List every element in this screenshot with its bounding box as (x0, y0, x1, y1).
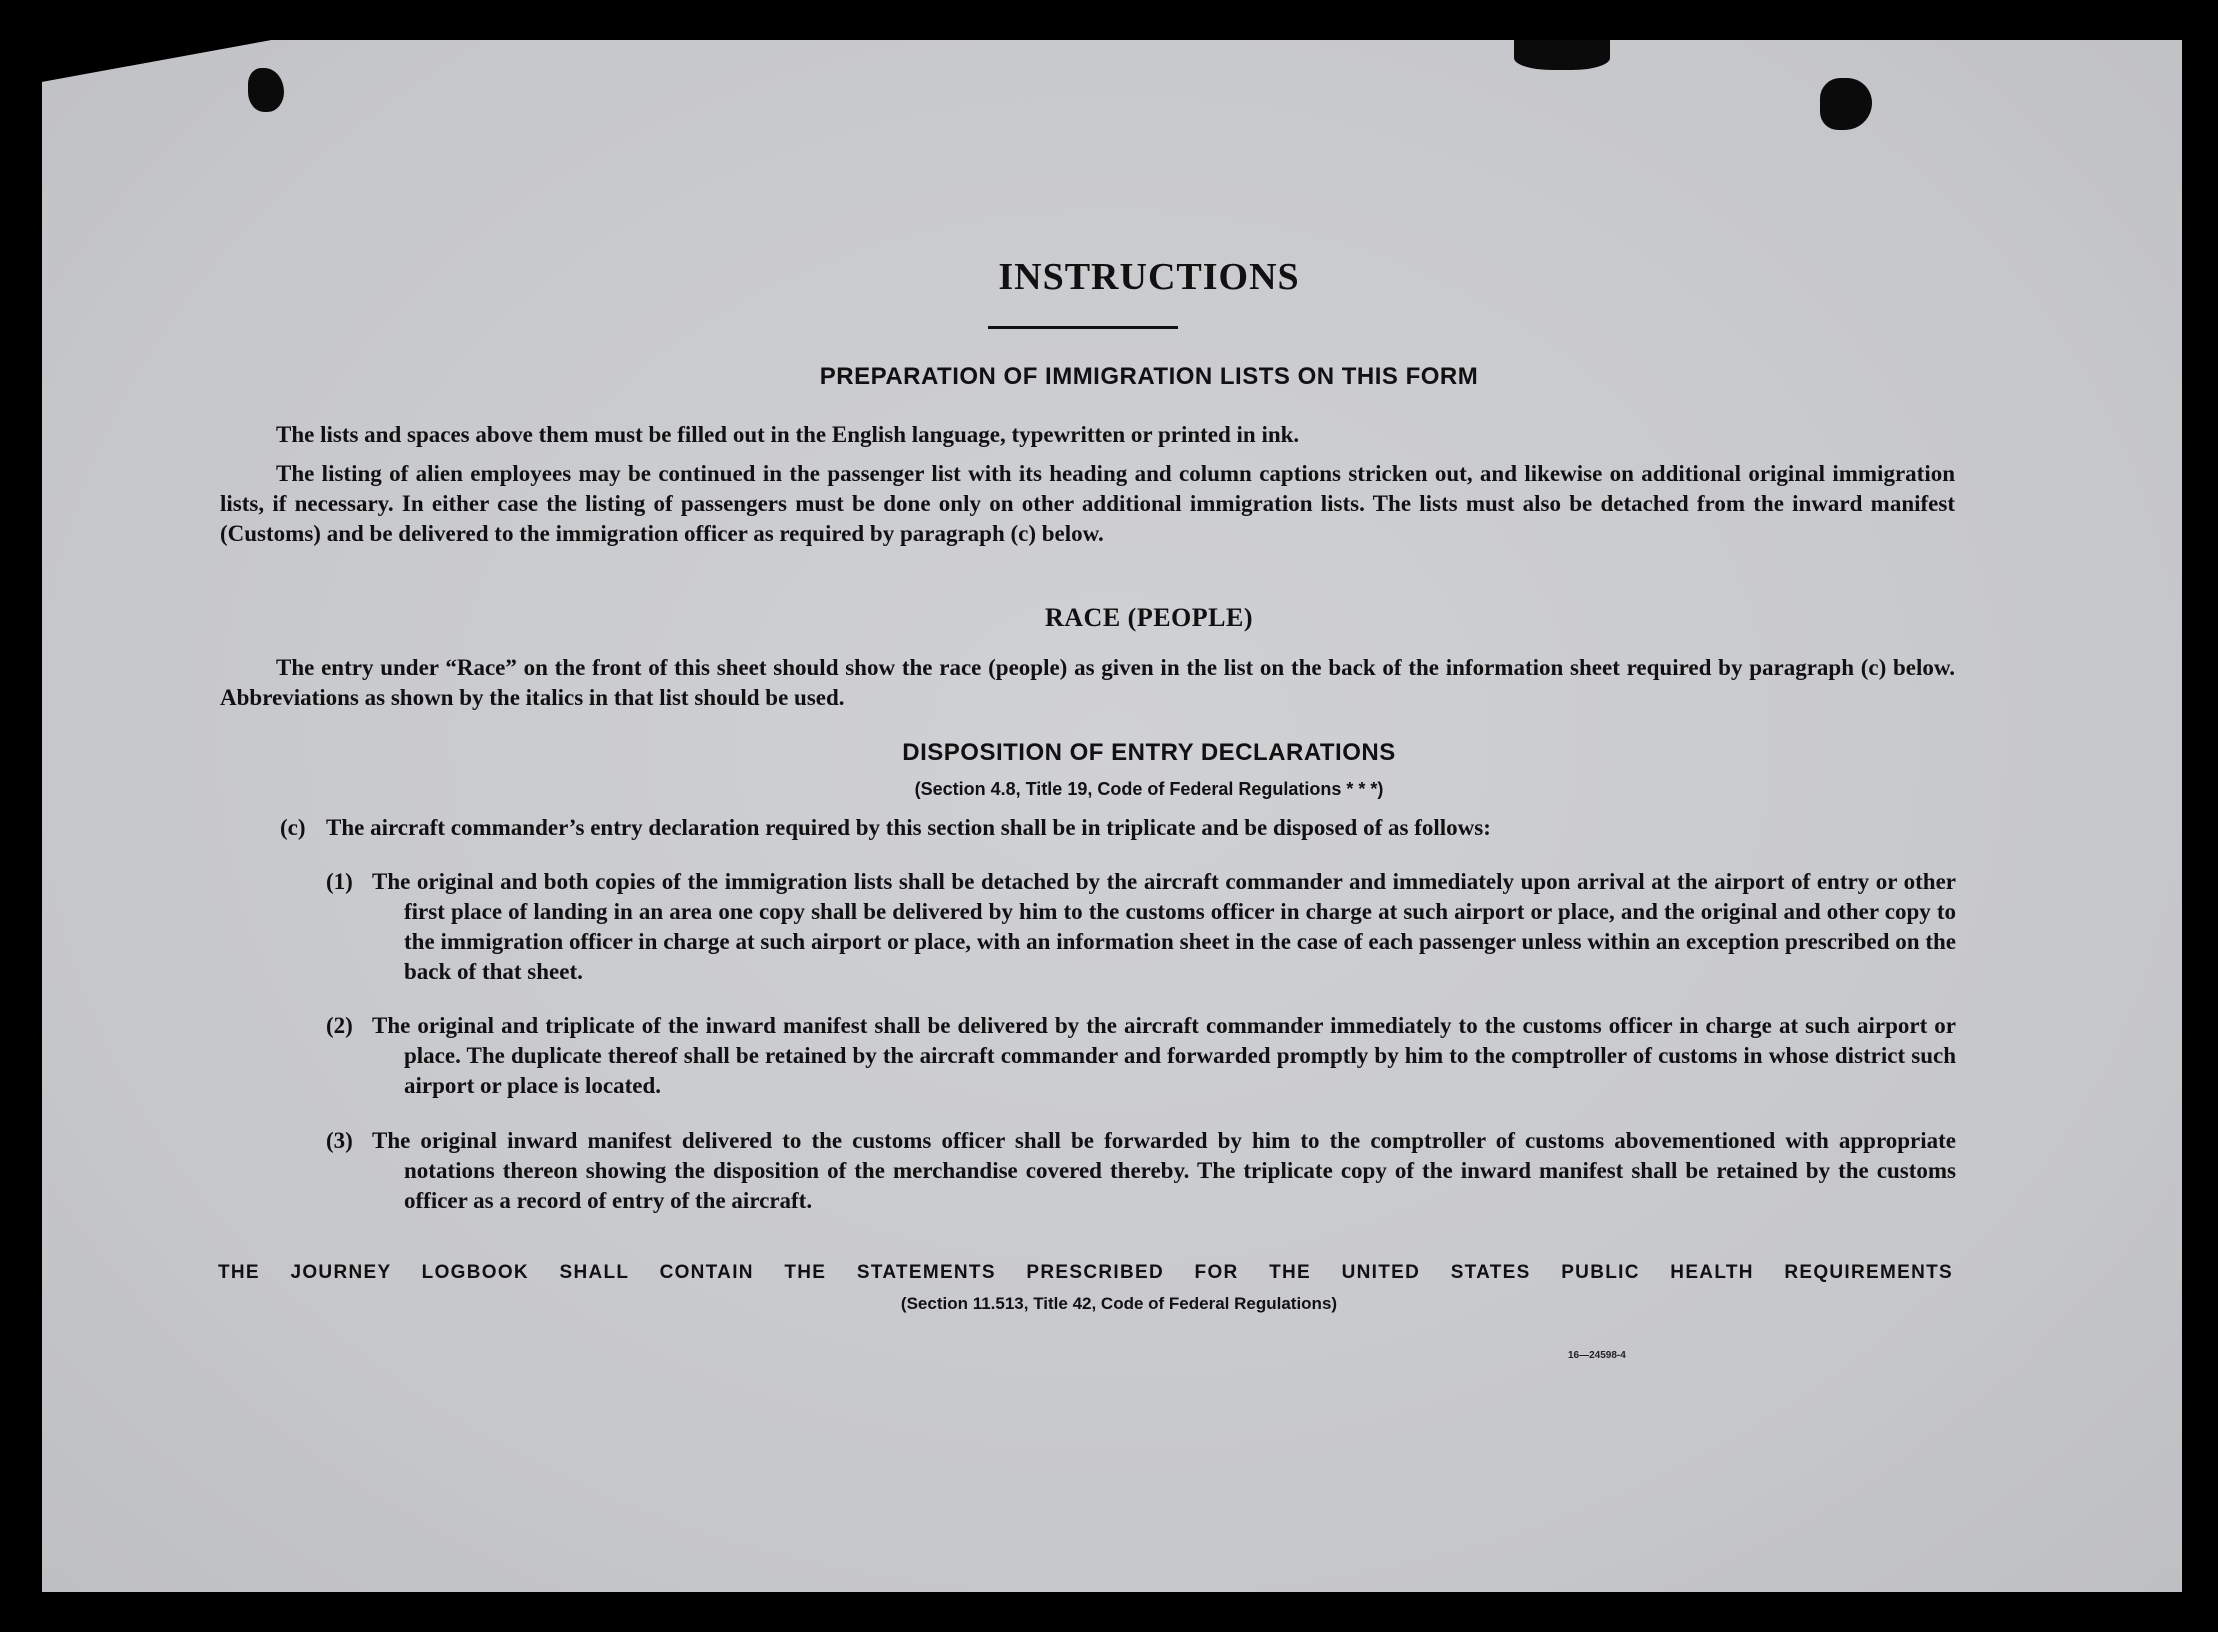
list-item-marker: (3) (326, 1128, 353, 1153)
item-c-marker: (c) (280, 815, 306, 840)
race-paragraph: The entry under “Race” on the front of this sheet should show the race (people) as given in the list on the back of the information sheet required by paragraph (c) below. Abbreviations as shown by the italics in that list should be used. (220, 655, 1955, 710)
health-requirements-citation: (Section 11.513, Title 42, Code of Federal Regulations) (900, 1294, 1338, 1313)
list-item-text: The original and both copies of the immigration lists shall be detached by the aircraft commander and immediately upon arrival at the airport of entry or other first place of landing in an area one copy shall be delivered by him to the customs officer in charge at such airport or place, and the original and other copy to the immigration officer in charge at such airport or place, with an information sheet in the case of each passenger unless within an exception prescribed on the back of that sheet. (372, 869, 1956, 984)
race-heading: RACE (PEOPLE) (1045, 603, 1253, 632)
list-item-1 (326, 867, 1956, 987)
list-item-marker: (1) (326, 869, 353, 894)
list-item-3 (326, 1126, 1956, 1216)
preparation-paragraph-2: The listing of alien employees may be continued in the passenger list with its heading and column captions stricken out, and likewise on additional original immigration lists, if necessary. In either case the listing of passengers must be done only on other additional immigration lists. The lists must also be detached from the inward manifest (Customs) and be delivered to the immigration officer as required by paragraph (c) below. (220, 461, 1955, 546)
item-c-paragraph (280, 813, 1960, 843)
preparation-paragraph-1: The lists and spaces above them must be filled out in the English language, typewritten or printed in ink. (276, 422, 1300, 447)
health-requirements-statement: THE JOURNEY LOGBOOK SHALL CONTAIN THE STATEMENTS PRESCRIBED FOR THE UNITED STATES PUBLIC HEALTH REQUIREMENTS (218, 1262, 1953, 1283)
list-item-2 (326, 1011, 1956, 1101)
item-c-text: The aircraft commander’s entry declaration required by this section shall be in triplicate and be disposed of as follows: (326, 815, 1491, 840)
disposition-heading: DISPOSITION OF ENTRY DECLARATIONS (902, 739, 1396, 766)
page-title: INSTRUCTIONS (998, 256, 1300, 298)
list-item-marker: (2) (326, 1013, 353, 1038)
list-item-text: The original and triplicate of the inward manifest shall be delivered by the aircraft commander immediately to the customs officer in charge at such airport or place. The duplicate thereof shall be retained by the aircraft commander and forwarded promptly by him to the comptroller of customs in whose district such airport or place is located. (372, 1013, 1956, 1098)
preparation-heading: PREPARATION OF IMMIGRATION LISTS ON THIS FORM (819, 363, 1479, 390)
form-number: 16—24598-4 (1568, 1350, 1626, 1361)
list-item-text: The original inward manifest delivered to the customs officer shall be forwarded by him to the comptroller of customs abovementioned with appropriate notations thereon showing the disposition of the merchandise covered thereby. The triplicate copy of the inward manifest shall be retained by the customs officer as a record of entry of the aircraft. (372, 1128, 1956, 1213)
disposition-citation: (Section 4.8, Title 19, Code of Federal Regulations * * *) (914, 779, 1384, 799)
title-underline (988, 326, 1178, 329)
